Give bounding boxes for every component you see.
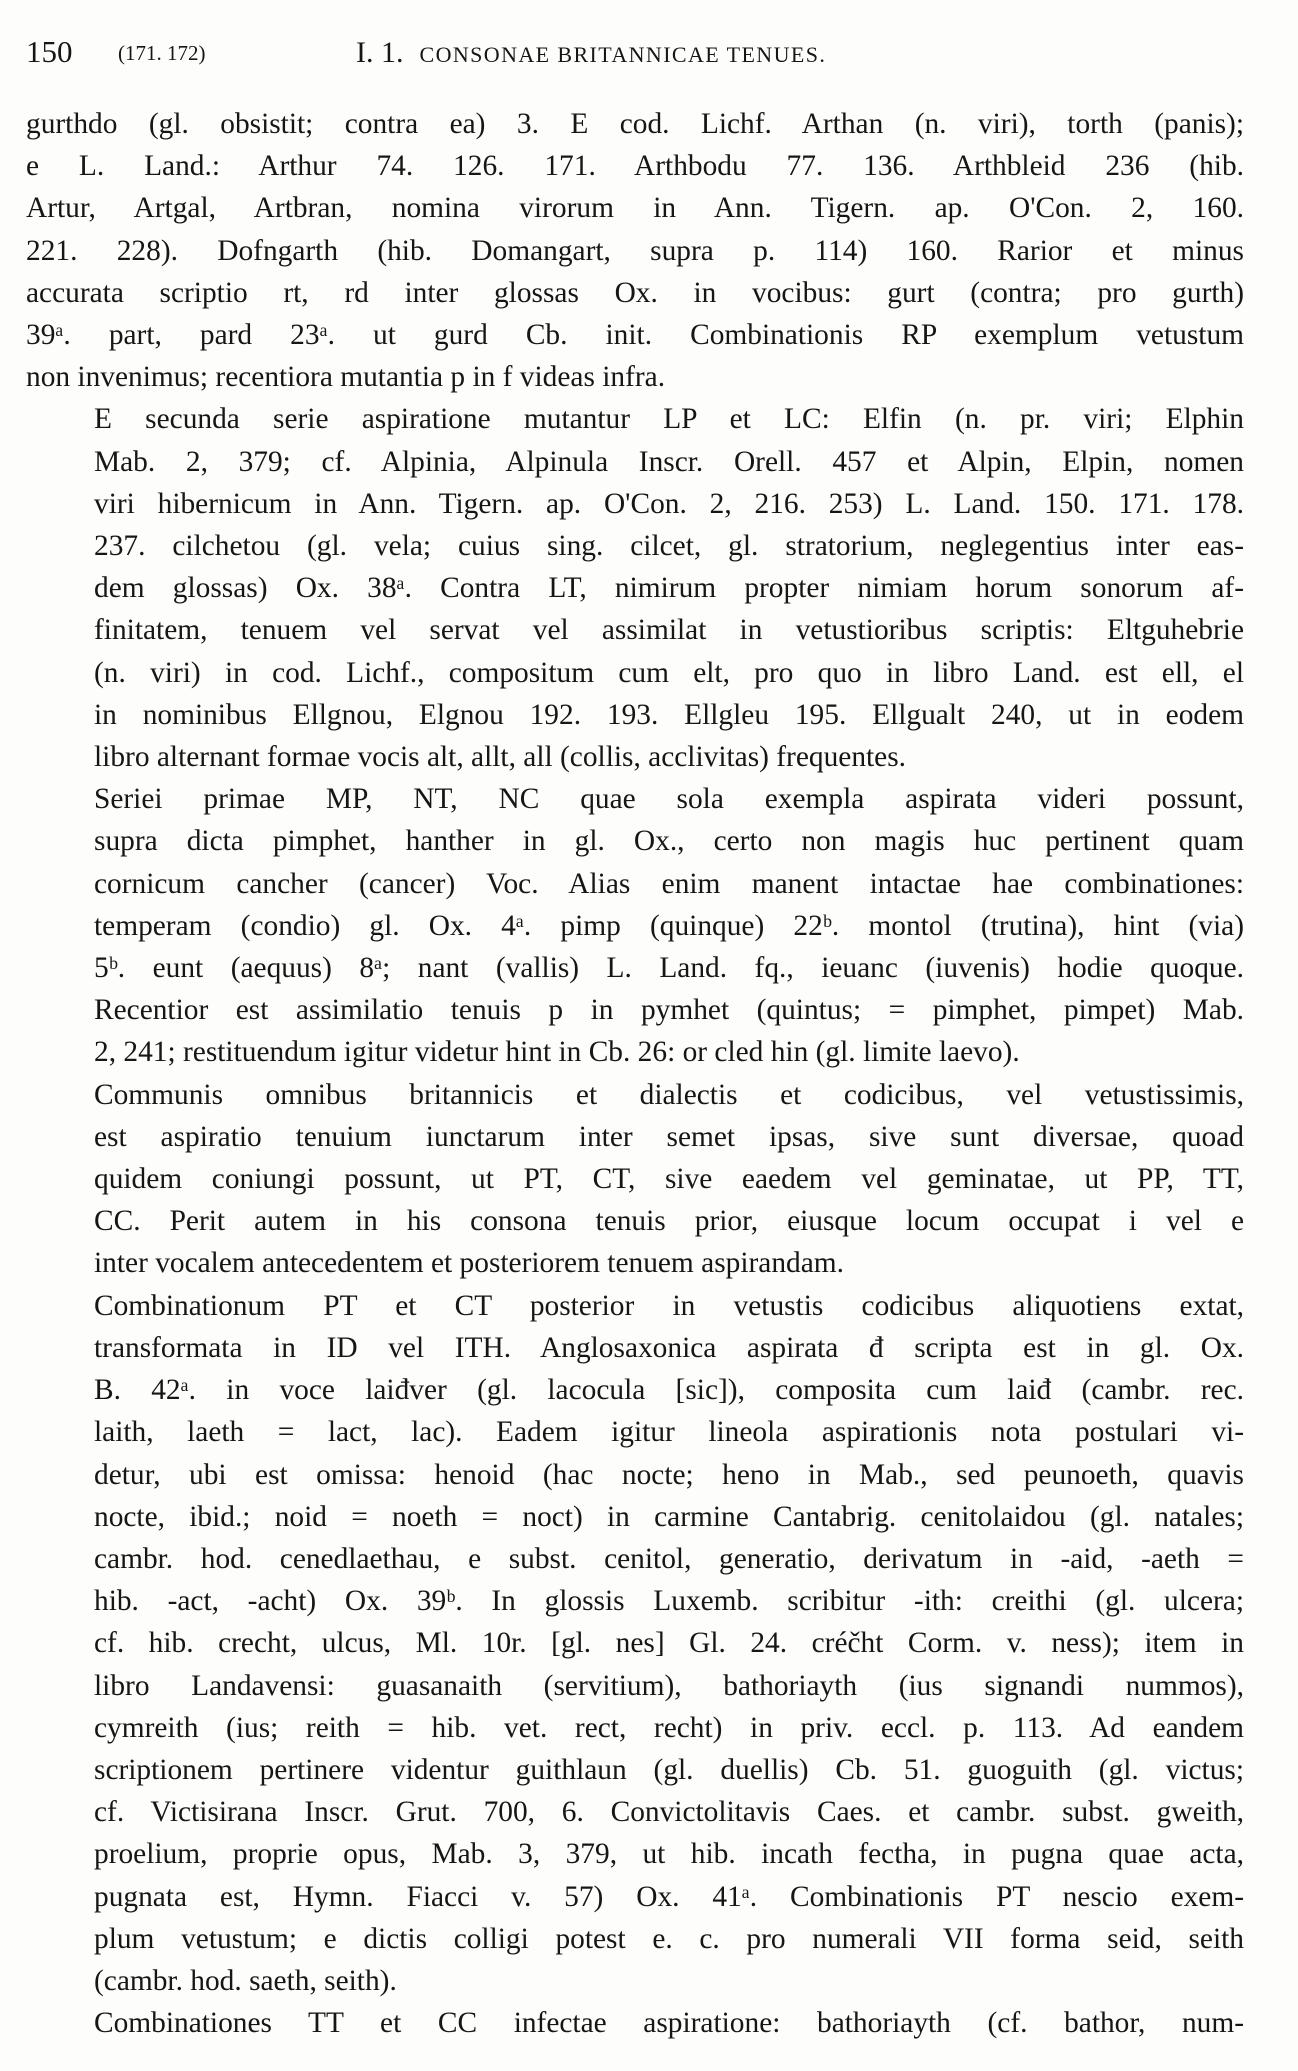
text-line: in nominibus Ellgnou, Elgnou 192. 193. Ellgleu 195. Ellgualt 240, ut in eodem [94,698,1244,731]
text-line: cambr. hod. cenedlaethau, e subst. cenitol, generatio, derivatum in -aid, -aeth = [94,1542,1244,1575]
section-title: CONSONAE BRITANNICAE TENUES. [419,42,827,67]
paragraph [26,1285,1244,2002]
text-line: Combinationes TT et CC infectae aspiratione: bathoriayth (cf. bathor, num- [94,2007,1244,2040]
section-number: I. 1. [356,36,404,69]
paragraph [26,778,1244,1073]
text-line: scriptionem pertinere videntur guithlaun (gl. duellis) Cb. 51. guoguith (gl. victus; [94,1753,1244,1786]
text-line: detur, ubi est omissa: henoid (hac nocte; heno in Mab., sed peunoeth, quavis [94,1458,1244,1491]
text-line: 2, 241; restituendum igitur videtur hint in Cb. 26: or cled hin (gl. limite laevo). [94,1036,1020,1069]
text-line: Combinationum PT et CT posterior in vetustis codicibus aliquotiens extat, [94,1289,1244,1322]
running-title [356,31,826,77]
text-line: 221. 228). Dofngarth (hib. Domangart, supra p. 114) 160. Rarior et minus [26,234,1244,267]
text-line: hib. -act, -acht) Ox. 39ᵇ. In glossis Luxemb. scribitur -ith: creithi (gl. ulcera; [94,1585,1244,1618]
running-header [26,30,1246,74]
text-line: Recentior est assimilatio tenuis p in pymhet (quintus; = pimphet, pimpet) Mab. [94,994,1244,1027]
text-line: laith, laeth = lact, lac). Eadem igitur lineola aspirationis nota postulari vi- [94,1416,1244,1449]
text-line: cymreith (ius; reith = hib. vet. rect, recht) in priv. eccl. p. 113. Ad eandem [94,1711,1244,1744]
body-text [26,103,1244,2044]
text-line: non invenimus; recentiora mutantia p in f videas infra. [26,361,666,394]
paragraph [26,103,1244,398]
text-line: dem glossas) Ox. 38ᵃ. Contra LT, nimirum propter nimiam horum sonorum af- [94,572,1244,605]
text-line: transformata in ID vel ITH. Anglosaxonica aspirata đ scripta est in gl. Ox. [94,1331,1244,1364]
text-line: temperam (condio) gl. Ox. 4ᵃ. pimp (quinque) 22ᵇ. montol (trutina), hint (via) [94,909,1244,942]
text-line: proelium, proprie opus, Mab. 3, 379, ut hib. incath fectha, in pugna quae acta, [94,1838,1244,1871]
text-line: nocte, ibid.; noid = noeth = noct) in carmine Cantabrig. cenitolaidou (gl. natales; [94,1500,1244,1533]
page-number: 150 [26,34,73,69]
text-line: (cambr. hod. saeth, seith). [94,1964,397,1997]
text-line: Artur, Artgal, Artbran, nomina virorum in Ann. Tigern. ap. O'Con. 2, 160. [26,192,1244,225]
text-line: pugnata est, Hymn. Fiacci v. 57) Ox. 41ᵃ. Combinationis PT nescio exem- [94,1880,1244,1913]
text-line: viri hibernicum in Ann. Tigern. ap. O'Con. 2, 216. 253) L. Land. 150. 171. 178. [94,487,1244,520]
text-line: supra dicta pimphet, hanther in gl. Ox., certo non magis huc pertinent quam [94,825,1244,858]
text-line: gurthdo (gl. obsistit; contra ea) 3. E cod. Lichf. Arthan (n. viri), torth (panis); [26,108,1244,140]
text-line: finitatem, tenuem vel servat vel assimilat in vetustioribus scriptis: Eltguhebrie [94,614,1244,647]
text-line: libro alternant formae vocis alt, allt, all (collis, acclivitas) frequentes. [94,741,907,774]
paragraph-reference: (171. 172) [118,41,206,65]
text-line: libro Landavensi: guasanaith (servitium), bathoriayth (ius signandi nummos), [94,1669,1244,1702]
text-line: 5ᵇ. eunt (aequus) 8ᵃ; nant (vallis) L. Land. fq., ieuanc (iuvenis) hodie quoque. [94,952,1244,985]
text-line: (n. viri) in cod. Lichf., compositum cum elt, pro quo in libro Land. est ell, el [94,656,1244,689]
text-line: e L. Land.: Arthur 74. 126. 171. Arthbodu 77. 136. Arthbleid 236 (hib. [26,150,1244,183]
text-line: accurata scriptio rt, rd inter glossas Ox. in vocibus: gurt (contra; pro gurth) [26,276,1244,309]
text-line: cf. hib. crecht, ulcus, Ml. 10r. [gl. nes] Gl. 24. créčht Corm. v. ness); item in [94,1627,1244,1660]
paragraph [26,398,1244,778]
text-line: cf. Victisirana Inscr. Grut. 700, 6. Convictolitavis Caes. et cambr. subst. gweith, [94,1796,1244,1829]
text-line: E secunda serie aspiratione mutantur LP et LC: Elfin (n. pr. viri; Elphin [94,403,1244,436]
paragraph [26,2002,1244,2044]
text-line: B. 42ᵃ. in voce laiđver (gl. lacocula [sic]), composita cum laiđ (cambr. rec. [94,1374,1244,1407]
text-line: quidem coniungi possunt, ut PT, CT, sive eaedem vel geminatae, ut PP, TT, [94,1163,1244,1196]
text-line: CC. Perit autem in his consona tenuis prior, eiusque locum occupat i vel e [94,1205,1244,1238]
text-line: 237. cilchetou (gl. vela; cuius sing. cilcet, gl. stratorium, neglegentius inter eas- [94,530,1244,563]
text-line: inter vocalem antecedentem et posteriorem tenuem aspirandam. [94,1247,844,1280]
paragraph [26,1074,1244,1285]
text-line: est aspiratio tenuium iunctarum inter semet ipsas, sive sunt diversae, quoad [94,1120,1244,1153]
text-line: cornicum cancher (cancer) Voc. Alias enim manent intactae hae combinationes: [94,867,1244,900]
text-line: Mab. 2, 379; cf. Alpinia, Alpinula Inscr. Orell. 457 et Alpin, Elpin, nomen [94,445,1244,478]
text-line: Seriei primae MP, NT, NC quae sola exempla aspirata videri possunt, [94,783,1244,816]
text-line: 39ᵃ. part, pard 23ᵃ. ut gurd Cb. init. Combinationis RP exemplum vetustum [26,319,1244,352]
text-line: plum vetustum; e dictis colligi potest e. c. pro numerali VII forma seid, seith [94,1922,1244,1955]
text-line: Communis omnibus britannicis et dialectis et codicibus, vel vetustissimis, [94,1078,1244,1111]
